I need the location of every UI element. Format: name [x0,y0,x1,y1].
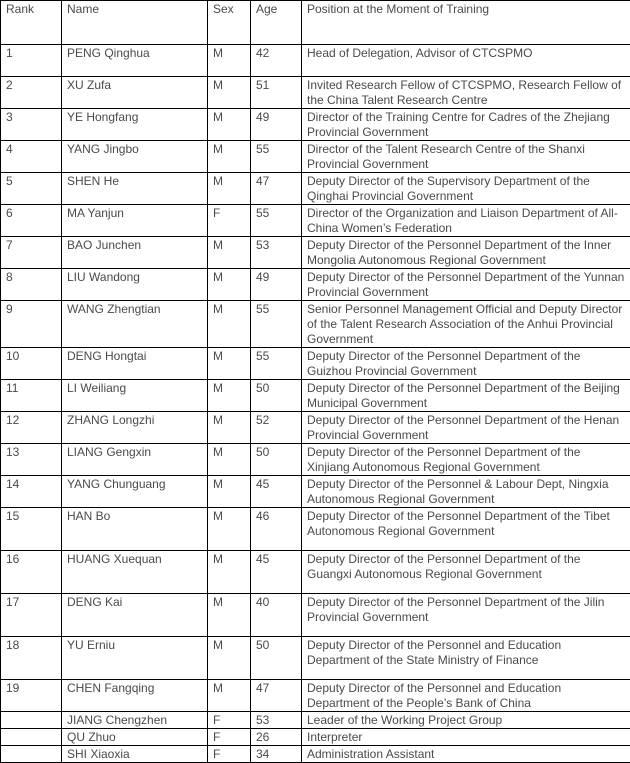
cell-age: 55 [251,348,302,380]
cell-position: Deputy Director of the Personnel Department of the Guizhou Provincial Government [302,348,630,380]
cell-rank: 12 [1,412,62,444]
cell-name: HUANG Xuequan [62,551,208,594]
cell-age: 40 [251,594,302,637]
cell-sex: M [208,476,251,508]
cell-age: 42 [251,45,302,77]
cell-rank: 6 [1,205,62,237]
table-row [1,551,630,594]
table-row [1,712,630,729]
cell-rank: 15 [1,508,62,551]
table-row [1,637,630,680]
cell-name: DENG Kai [62,594,208,637]
cell-age: 49 [251,109,302,141]
cell-age: 45 [251,551,302,594]
cell-sex: F [208,729,251,746]
table-row [1,746,630,763]
cell-position: Administration Assistant [302,746,630,763]
cell-position: Deputy Director of the Personnel Department of the Yunnan Provincial Government [302,269,630,301]
cell-sex: M [208,380,251,412]
cell-rank: 4 [1,141,62,173]
table-row [1,205,630,237]
table-body [1,1,630,763]
table-row [1,301,630,348]
cell-name: JIANG Chengzhen [62,712,208,729]
cell-rank: 5 [1,173,62,205]
cell-sex: M [208,301,251,348]
table-row [1,269,630,301]
cell-sex: M [208,237,251,269]
cell-position: Deputy Director of the Personnel and Education Department of the People’s Bank of China [302,680,630,712]
cell-name: YANG Jingbo [62,141,208,173]
cell-name: PENG Qinghua [62,45,208,77]
cell-age: 55 [251,205,302,237]
cell-position: Leader of the Working Project Group [302,712,630,729]
cell-rank: 1 [1,45,62,77]
cell-age: 46 [251,508,302,551]
cell-sex: F [208,746,251,763]
cell-sex: M [208,508,251,551]
cell-rank: 17 [1,594,62,637]
header-rank: Rank [1,1,62,45]
table-row [1,45,630,77]
cell-rank: 9 [1,301,62,348]
cell-rank: 19 [1,680,62,712]
cell-name: YE Hongfang [62,109,208,141]
cell-name: SHI Xiaoxia [62,746,208,763]
cell-position: Deputy Director of the Personnel Department of the Guangxi Autonomous Regional Government [302,551,630,594]
cell-name: HAN Bo [62,508,208,551]
cell-age: 50 [251,637,302,680]
cell-sex: M [208,45,251,77]
cell-sex: F [208,712,251,729]
cell-rank [1,729,62,746]
table-row [1,476,630,508]
cell-rank: 14 [1,476,62,508]
cell-sex: M [208,348,251,380]
cell-age: 53 [251,712,302,729]
cell-sex: M [208,269,251,301]
cell-name: ZHANG Longzhi [62,412,208,444]
header-row [1,1,630,45]
cell-rank: 11 [1,380,62,412]
cell-age: 49 [251,269,302,301]
cell-age: 26 [251,729,302,746]
cell-age: 47 [251,173,302,205]
cell-age: 55 [251,301,302,348]
cell-position: Director of the Organization and Liaison Department of All-China Women’s Federation [302,205,630,237]
cell-sex: M [208,680,251,712]
table-row [1,412,630,444]
cell-position: Deputy Director of the Personnel & Labour Dept, Ningxia Autonomous Regional Government [302,476,630,508]
cell-sex: M [208,77,251,109]
cell-sex: M [208,444,251,476]
cell-name: YU Erniu [62,637,208,680]
header-name: Name [62,1,208,45]
header-position: Position at the Moment of Training [302,1,630,45]
cell-position: Deputy Director of the Personnel Department of the Xinjiang Autonomous Regional Government [302,444,630,476]
cell-sex: M [208,594,251,637]
cell-name: LI Weiliang [62,380,208,412]
cell-position: Interpreter [302,729,630,746]
table-row [1,237,630,269]
cell-rank: 3 [1,109,62,141]
cell-rank: 10 [1,348,62,380]
cell-position: Deputy Director of the Personnel Department of the Tibet Autonomous Regional Government [302,508,630,551]
cell-name: YANG Chunguang [62,476,208,508]
table-row [1,141,630,173]
cell-rank [1,746,62,763]
cell-age: 55 [251,141,302,173]
cell-name: MA Yanjun [62,205,208,237]
cell-position: Deputy Director of the Personnel Department of the Inner Mongolia Autonomous Regional Government [302,237,630,269]
table-row [1,380,630,412]
cell-rank: 18 [1,637,62,680]
cell-position: Deputy Director of the Personnel and Education Department of the State Ministry of Finance [302,637,630,680]
cell-sex: M [208,637,251,680]
cell-rank: 8 [1,269,62,301]
cell-name: WANG Zhengtian [62,301,208,348]
table-row [1,680,630,712]
cell-age: 52 [251,412,302,444]
cell-age: 50 [251,380,302,412]
cell-name: DENG Hongtai [62,348,208,380]
cell-position: Director of the Talent Research Centre of the Shanxi Provincial Government [302,141,630,173]
cell-age: 50 [251,444,302,476]
cell-rank: 16 [1,551,62,594]
cell-position: Deputy Director of the Personnel Department of the Beijing Municipal Government [302,380,630,412]
cell-age: 45 [251,476,302,508]
cell-sex: F [208,205,251,237]
cell-sex: M [208,173,251,205]
table-row [1,594,630,637]
cell-sex: M [208,109,251,141]
table-row [1,508,630,551]
cell-rank: 2 [1,77,62,109]
cell-name: QU Zhuo [62,729,208,746]
cell-position: Deputy Director of the Supervisory Department of the Qinghai Provincial Government [302,173,630,205]
cell-position: Invited Research Fellow of CTCSPMO, Research Fellow of the China Talent Research Centre [302,77,630,109]
table-row [1,444,630,476]
cell-sex: M [208,141,251,173]
table-row [1,77,630,109]
cell-name: LIU Wandong [62,269,208,301]
cell-name: SHEN He [62,173,208,205]
cell-position: Senior Personnel Management Official and Deputy Director of the Talent Research Association of the Anhui Provincial Government [302,301,630,348]
cell-name: BAO Junchen [62,237,208,269]
cell-position: Head of Delegation, Advisor of CTCSPMO [302,45,630,77]
cell-age: 47 [251,680,302,712]
cell-age: 34 [251,746,302,763]
table-row [1,173,630,205]
cell-position: Deputy Director of the Personnel Department of the Jilin Provincial Government [302,594,630,637]
cell-name: CHEN Fangqing [62,680,208,712]
cell-rank: 13 [1,444,62,476]
cell-sex: M [208,412,251,444]
cell-name: XU Zufa [62,77,208,109]
cell-age: 53 [251,237,302,269]
cell-sex: M [208,551,251,594]
table-row [1,109,630,141]
header-age: Age [251,1,302,45]
table-row [1,348,630,380]
table-row [1,729,630,746]
cell-position: Deputy Director of the Personnel Department of the Henan Provincial Government [302,412,630,444]
cell-position: Director of the Training Centre for Cadres of the Zhejiang Provincial Government [302,109,630,141]
header-sex: Sex [208,1,251,45]
cell-rank [1,712,62,729]
cell-name: LIANG Gengxin [62,444,208,476]
cell-age: 51 [251,77,302,109]
cell-rank: 7 [1,237,62,269]
